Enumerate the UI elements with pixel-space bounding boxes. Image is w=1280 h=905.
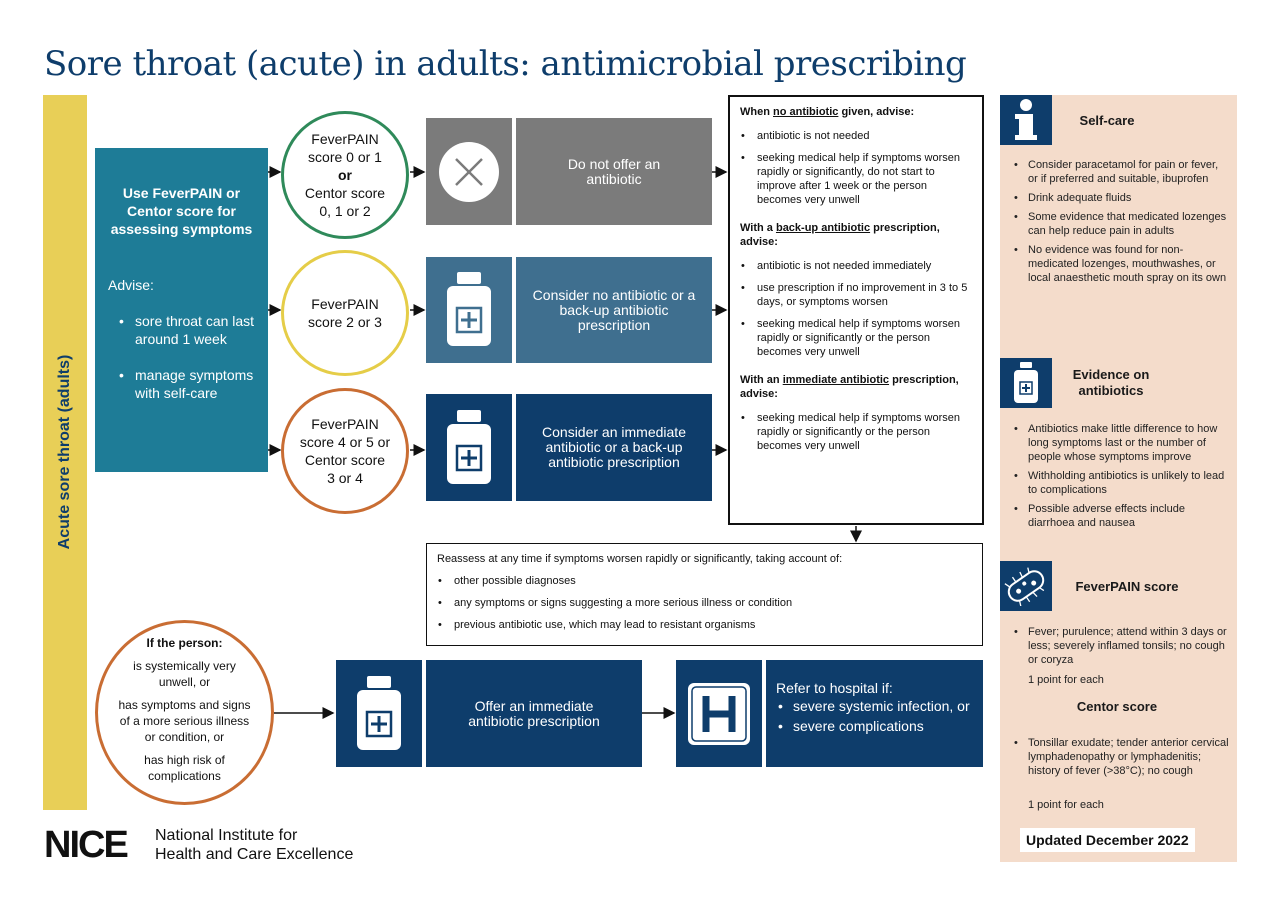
- score-or: or: [338, 167, 352, 183]
- advice-item: • seeking medical help if symptoms worsen rapidly or significantly or the person becomes very unwell: [740, 411, 972, 453]
- assessment-box: [95, 148, 268, 472]
- score-text: score 4 or 5 or: [299, 434, 391, 450]
- score-text: Centor score: [304, 185, 386, 201]
- advice-heading-text: When: [740, 106, 773, 118]
- immediate-option-box: [516, 394, 712, 501]
- score-text: score 0 or 1: [308, 149, 382, 165]
- advice-item: • seeking medical help if symptoms worsen rapidly or significantly or the person becomes very unwell: [740, 317, 972, 359]
- medicine-bottle-icon: [351, 676, 407, 752]
- backup-option-box: [516, 257, 712, 363]
- advice-heading-underline: no antibiotic: [773, 106, 839, 118]
- advice-heading-text: prescription, advise:: [740, 374, 959, 400]
- score-circle-high: [281, 388, 409, 514]
- advice-box: [728, 95, 984, 525]
- person-item: has symptoms and signs of a more serious illness or condition, or: [118, 697, 251, 744]
- centor-note: 1 point for each: [1028, 799, 1104, 811]
- info-icon: [1000, 95, 1052, 145]
- cross-icon-box: [426, 118, 512, 225]
- evidence-title: Evidence on antibiotics: [1072, 367, 1150, 398]
- advice-heading-text: given, advise:: [838, 106, 915, 118]
- score-text: score 2 or 3: [308, 314, 382, 330]
- advice-heading-backup: [740, 221, 972, 249]
- evidence-item: • Antibiotics make little difference to how long symptoms last or the number of people whose symptoms improve: [1010, 422, 1230, 464]
- selfcare-item: • No evidence was found for non-medicated lozenges, mouthwashes, or local anaesthetic mouth spray on its own: [1010, 243, 1230, 285]
- selfcare-item: • Consider paracetamol for pain or fever, or if preferred and suitable, ibuprofen: [1010, 158, 1230, 186]
- score-text: FeverPAIN: [311, 131, 379, 147]
- feverpain-note: 1 point for each: [1028, 674, 1104, 686]
- org-name-line: Health and Care Excellence: [155, 846, 354, 863]
- action-text: Consider no antibiotic or a back-up antibiotic prescription: [532, 286, 696, 333]
- refer-hospital-box: [766, 660, 983, 767]
- advice-list-none: [740, 129, 972, 207]
- medicine-bottle-icon: [441, 272, 497, 348]
- reassess-list: [437, 574, 972, 632]
- score-text: Centor score: [304, 452, 386, 468]
- advice-item: • seeking medical help if symptoms worsen rapidly or significantly, do not start to improve after 1 week or the person becomes very unwell: [740, 151, 972, 207]
- reassess-box: [426, 543, 983, 646]
- action-text: Do not offer an antibiotic: [567, 155, 661, 187]
- feverpain-item: • Fever; purulence; attend within 3 days or less; severely inflamed tonsils; no cough or coryza: [1010, 625, 1230, 667]
- refer-heading: Refer to hospital if:: [776, 680, 893, 696]
- advice-item: • use prescription if no improvement in 3 to 5 days, or symptoms worsen: [740, 281, 972, 309]
- advice-heading-underline: back-up antibiotic: [775, 222, 871, 234]
- selfcare-item: • Some evidence that medicated lozenges can help reduce pain in adults: [1010, 210, 1230, 238]
- refer-item: [776, 718, 973, 734]
- offer-immediate-box: [426, 660, 642, 767]
- evidence-item: • Possible adverse effects include diarrhoea and nausea: [1010, 502, 1230, 530]
- reassess-intro: Reassess at any time if symptoms worsen rapidly or significantly, taking account of:: [437, 553, 843, 565]
- selfcare-item: • Drink adequate fluids: [1010, 191, 1230, 205]
- centor-list: [1010, 736, 1230, 783]
- nice-org-name: [155, 826, 353, 864]
- score-text: FeverPAIN: [311, 416, 379, 432]
- no-antibiotic-box: [516, 118, 712, 225]
- evidence-list: [1010, 422, 1230, 535]
- advice-item: • antibiotic is not needed immediately: [740, 259, 972, 273]
- feverpain-list: [1010, 625, 1230, 672]
- medicine-bottle-icon: [441, 410, 497, 486]
- bottle-icon-box: [426, 257, 512, 363]
- centor-item: • Tonsillar exudate; tender anterior cervical lymphadenopathy or lymphadenitis; history of fever (>38°C); no cough: [1010, 736, 1230, 778]
- bottle-glyph: [1011, 362, 1041, 404]
- info-glyph: [1011, 98, 1041, 142]
- hospital-icon: [686, 681, 752, 747]
- person-heading: If the person:: [146, 635, 223, 650]
- bullet-glyph: •: [778, 698, 783, 714]
- score-text: 0, 1 or 2: [319, 203, 371, 219]
- refer-item: [776, 698, 973, 714]
- side-bar-label: Acute sore throat (adults): [56, 354, 73, 550]
- score-circle-mid: [281, 250, 409, 376]
- medicine-bottle-icon: [1000, 358, 1052, 408]
- person-item: has high risk of complications: [144, 752, 225, 783]
- bottle-icon-box: [426, 394, 512, 501]
- advise-item: • manage symptoms with self-care: [108, 366, 258, 402]
- selfcare-title: Self-care: [1079, 113, 1135, 128]
- action-text: Consider an immediate antibiotic or a back-up antibiotic prescription: [542, 424, 686, 470]
- refer-item-text: severe systemic infection, or: [793, 698, 970, 714]
- selfcare-list: [1010, 158, 1230, 290]
- advice-heading-text: prescription, advise:: [740, 222, 940, 248]
- advise-item: • sore throat can last around 1 week: [108, 312, 258, 348]
- hospital-icon-box: [676, 660, 762, 767]
- advise-label: Advise:: [108, 277, 154, 293]
- reassess-item: • other possible diagnoses: [437, 574, 972, 588]
- evidence-item: • Withholding antibiotics is unlikely to lead to complications: [1010, 469, 1230, 497]
- org-name-line: National Institute for: [155, 827, 298, 844]
- advice-heading-text: With an: [740, 374, 783, 386]
- feverpain-title: FeverPAIN score: [1075, 579, 1179, 594]
- person-item: is systemically very unwell, or: [133, 658, 236, 689]
- bullet-glyph: •: [778, 718, 783, 734]
- score-circle-low: [281, 111, 409, 239]
- refer-item-text: severe complications: [793, 718, 924, 734]
- bacteria-glyph: [1004, 566, 1048, 606]
- advice-list-backup: [740, 259, 972, 359]
- cross-circle-icon: [438, 141, 500, 203]
- score-text: FeverPAIN: [311, 296, 379, 312]
- reassess-item: • any symptoms or signs suggesting a more serious illness or condition: [437, 596, 972, 610]
- nice-logo: NICE: [44, 824, 127, 866]
- advice-list-immediate: [740, 411, 972, 453]
- advise-list: [108, 312, 258, 420]
- bacteria-icon: [1000, 561, 1052, 611]
- advice-item: • antibiotic is not needed: [740, 129, 972, 143]
- action-text: Offer an immediate antibiotic prescription: [468, 697, 600, 729]
- assessment-heading: Use FeverPAIN or Centor score for assessing symptoms: [110, 185, 253, 237]
- reassess-item: • previous antibiotic use, which may lead to resistant organisms: [437, 618, 972, 632]
- advice-heading-underline: immediate antibiotic: [782, 374, 890, 386]
- advice-heading-none: [740, 105, 972, 119]
- page-title: Sore throat (acute) in adults: antimicrobial prescribing: [44, 44, 967, 84]
- advice-heading-text: With a: [740, 222, 776, 234]
- bottle-icon-box: [336, 660, 422, 767]
- info-panel: [1000, 95, 1237, 862]
- person-criteria-circle: [95, 620, 274, 805]
- updated-badge: Updated December 2022: [1020, 828, 1195, 852]
- score-text: 3 or 4: [327, 470, 363, 486]
- advice-heading-immediate: [740, 373, 972, 401]
- centor-title: Centor score: [1076, 699, 1158, 714]
